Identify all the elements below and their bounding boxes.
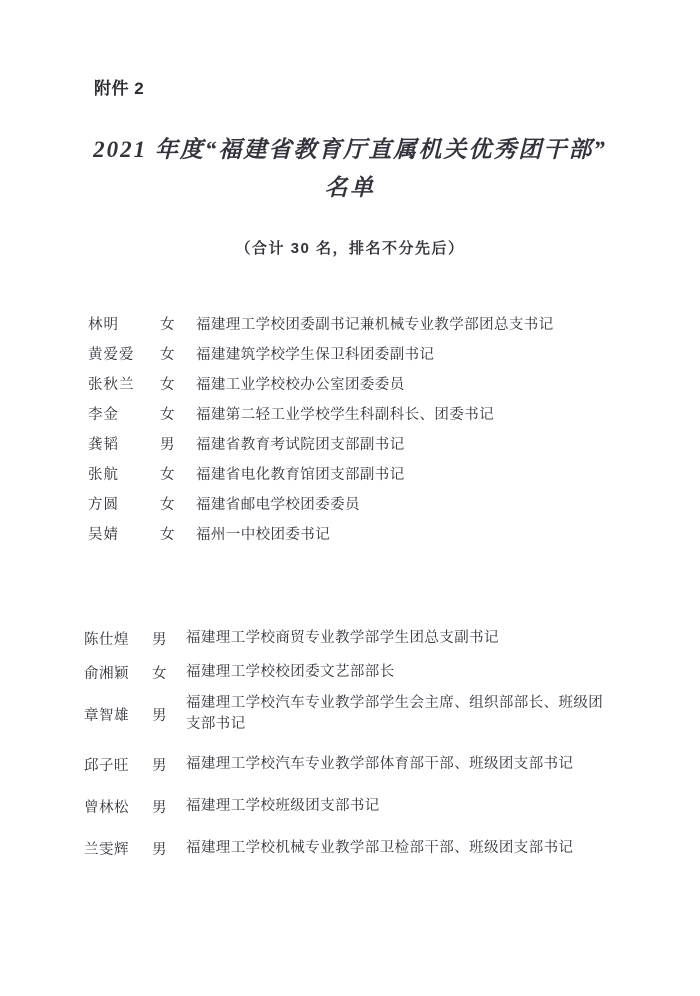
entry-gender: 女 [160,527,175,543]
page-subtitle: （合计 30 名，排名不分先后） [235,240,465,257]
entry-gender: 女 [160,467,175,483]
entry-name: 张航 [88,467,119,483]
attachment-label: 附件 2 [94,79,145,98]
entry-name: 张秋兰 [88,377,135,393]
entry-name: 李金 [88,407,119,423]
table-row [0,793,700,819]
table-row [0,659,700,685]
entry-position: 福建省教育考试院团支部副书记 [196,437,405,453]
entry-position: 福建理工学校商贸专业教学部学生团总支副书记 [186,629,499,646]
table-row [0,625,700,651]
entry-name: 吴婧 [88,527,119,543]
entry-name: 俞湘颖 [84,665,129,682]
table-row [0,433,700,463]
entry-position: 福建理工学校班级团支部书记 [186,797,380,814]
entry-name: 兰雯辉 [84,841,129,858]
table-row [0,403,700,433]
entry-gender: 男 [152,757,167,774]
entry-position: 福建理工学校汽车专业教学部体育部干部、班级团支部书记 [186,755,574,772]
entry-gender: 男 [160,437,175,453]
entry-position: 福建理工学校汽车专业教学部学生会主席、组织部部长、班级团支部书记 [186,695,604,732]
page-title-line-1: 2021 年度“福建省教育厅直属机关优秀团干部” [93,137,607,162]
name-list-section-1 [0,313,700,553]
entry-gender: 女 [160,497,175,513]
entry-gender: 男 [152,707,167,724]
table-row [0,463,700,493]
table-row [0,343,700,373]
entry-name: 邱子旺 [84,757,129,774]
entry-gender: 女 [160,317,175,333]
entry-position: 福建工业学校校办公室团委委员 [196,377,405,393]
page-title-line-2: 名单 [324,175,376,200]
entry-gender: 男 [152,841,167,858]
entry-gender: 女 [160,377,175,393]
entry-name: 黄爱爱 [88,347,135,363]
entry-position: 福建第二轻工业学校学生科副科长、团委书记 [196,407,494,423]
table-row [0,743,700,785]
entry-name: 林明 [88,317,119,333]
entry-name: 曾林松 [84,799,129,816]
entry-gender: 男 [152,631,167,648]
name-list-section-2 [0,625,700,877]
entry-position: 福建省邮电学校团委委员 [196,497,360,513]
entry-name: 龚韬 [88,437,119,453]
entry-position: 福建建筑学校学生保卫科团委副书记 [196,347,435,363]
page-title [60,131,640,207]
entry-name: 章智雄 [84,707,129,724]
table-row [0,523,700,553]
entry-position: 福州一中校团委书记 [196,527,331,543]
entry-position: 福建理工学校机械专业教学部卫检部干部、班级团支部书记 [186,839,574,856]
entry-gender: 女 [160,347,175,363]
entry-gender: 男 [152,799,167,816]
entry-position: 福建省电化教育馆团支部副书记 [196,467,405,483]
entry-gender: 女 [152,665,167,682]
table-row [0,313,700,343]
table-row [0,693,700,735]
entry-name: 陈仕煌 [84,631,129,648]
entry-name: 方圆 [88,497,119,513]
table-row [0,493,700,523]
table-row [0,827,700,869]
entry-position: 福建理工学校团委副书记兼机械专业教学部团总支书记 [196,317,554,333]
entry-position: 福建理工学校校团委文艺部部长 [186,663,395,680]
table-row [0,373,700,403]
entry-gender: 女 [160,407,175,423]
